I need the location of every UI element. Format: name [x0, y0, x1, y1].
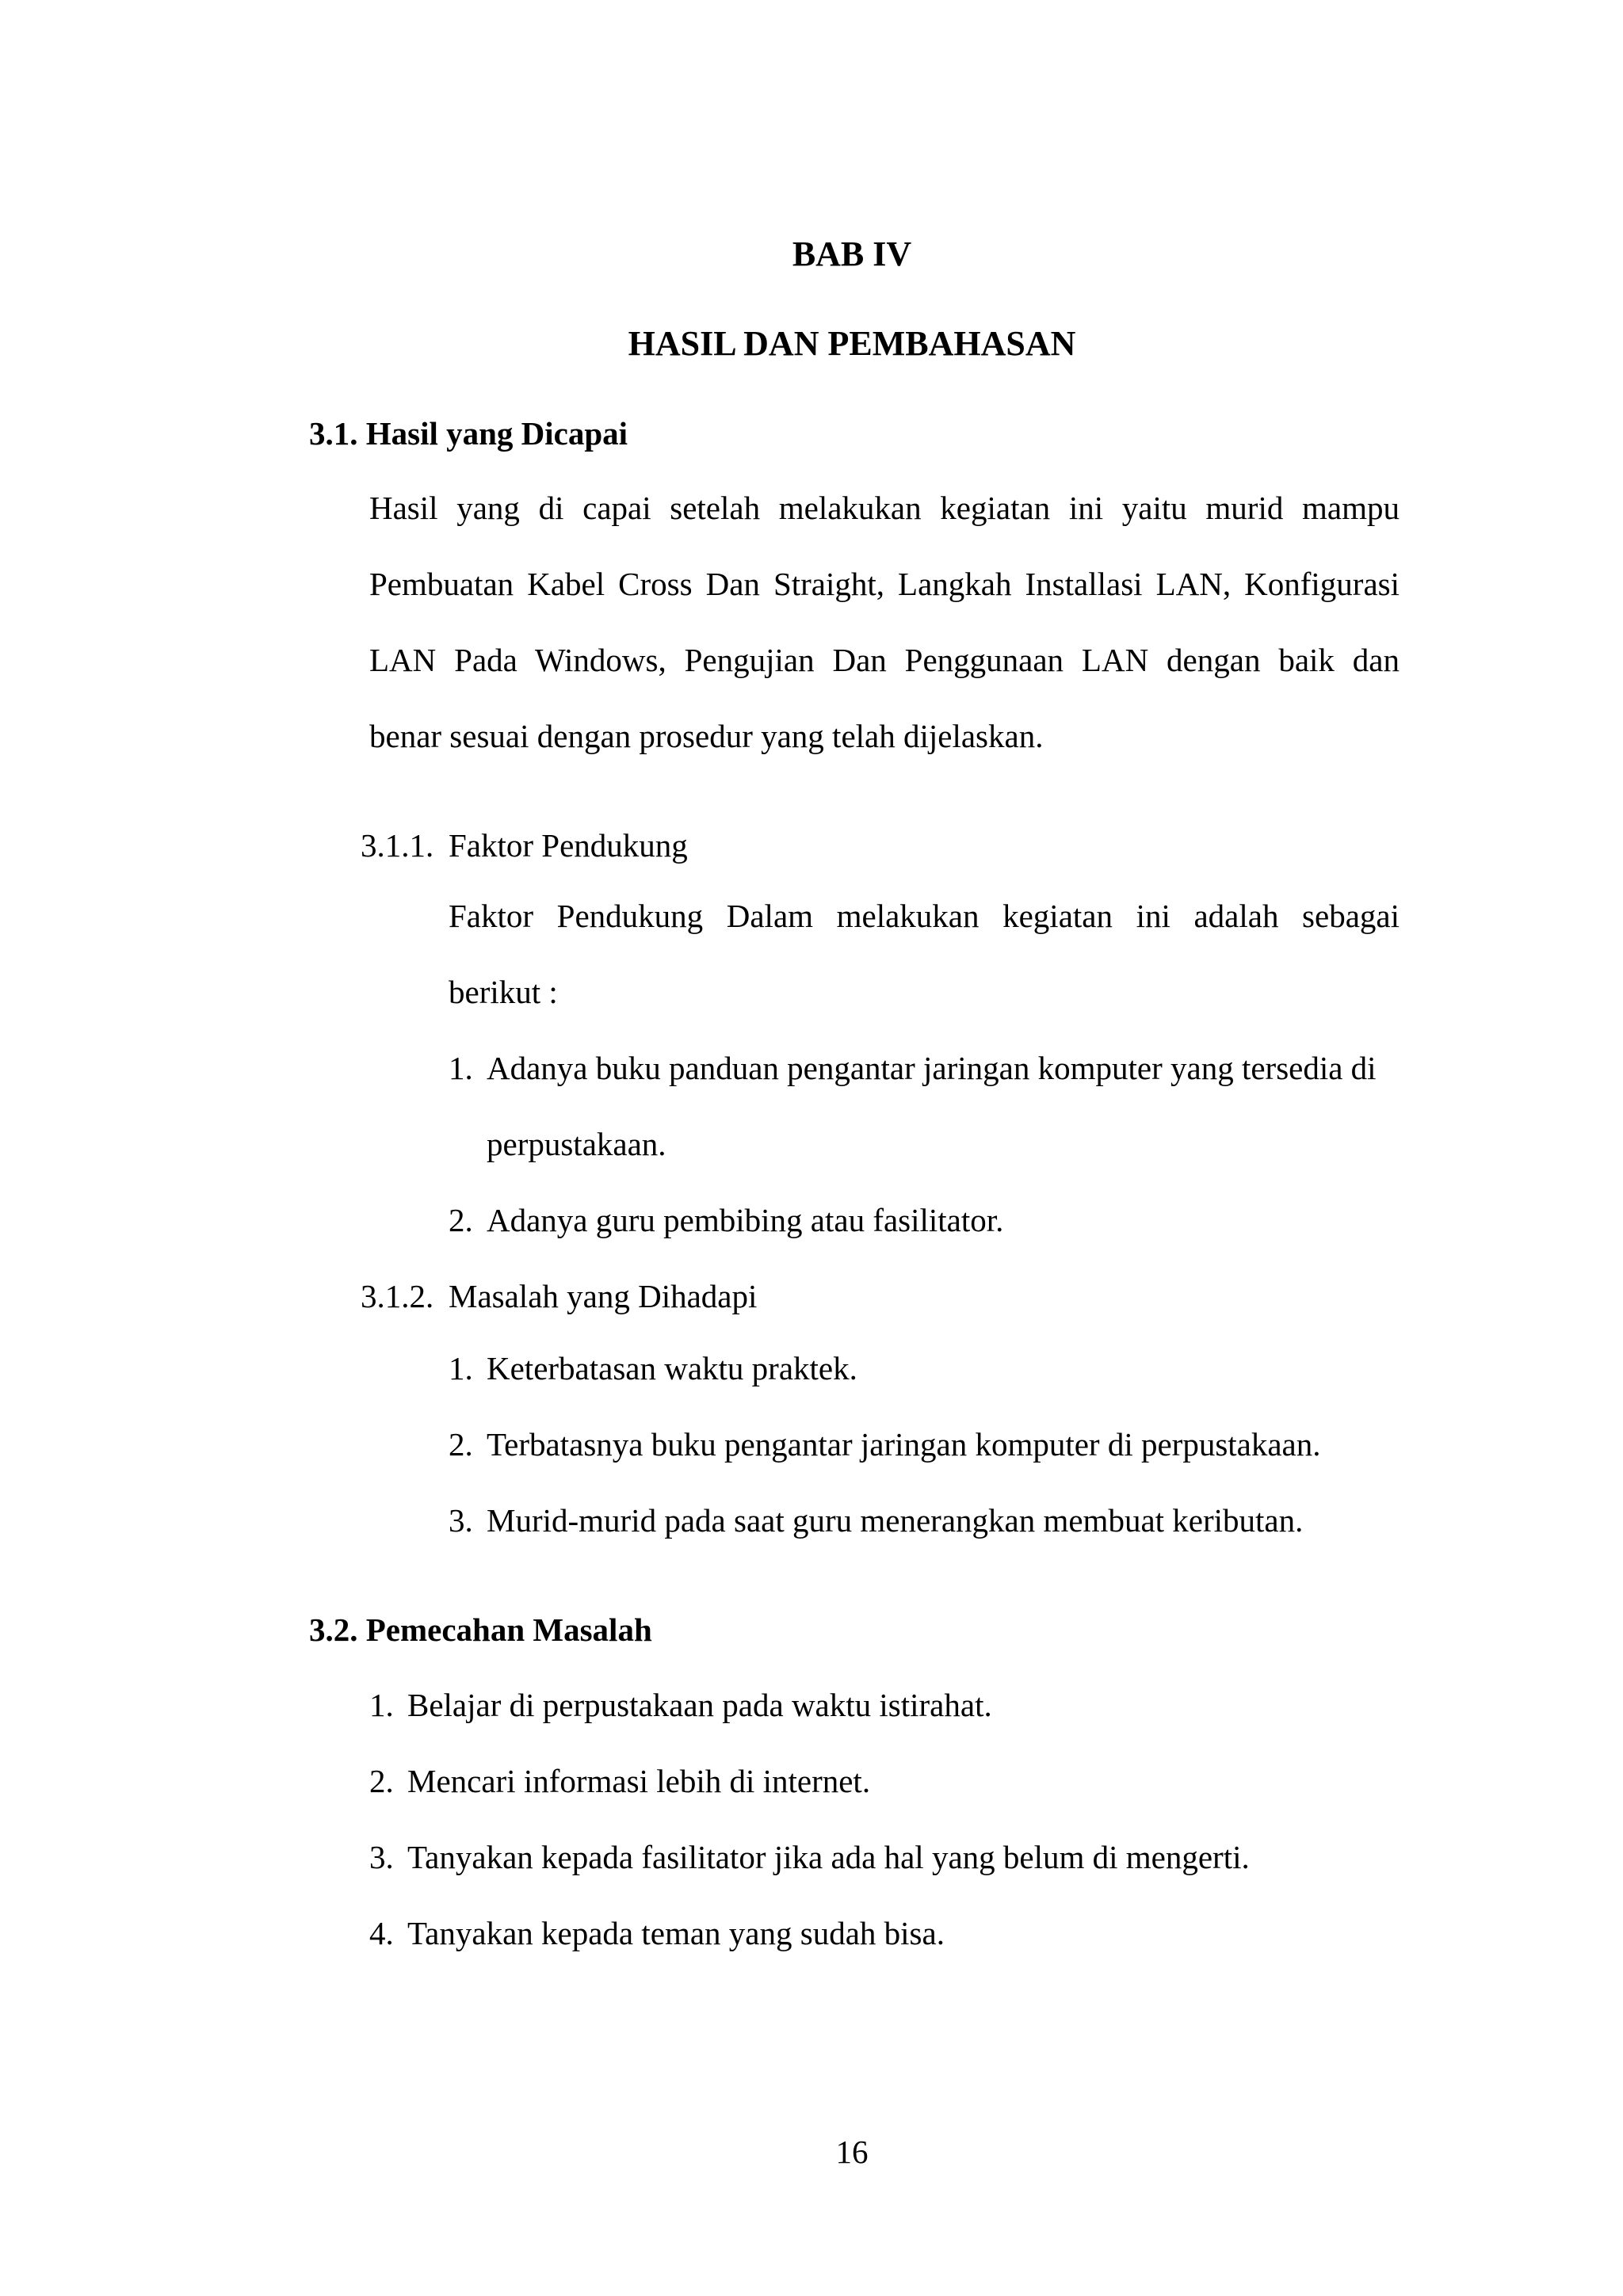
list-item — [449, 1501, 1303, 1539]
list-item-number: 2. — [449, 1202, 473, 1238]
chapter-title: HASIL DAN PEMBAHASAN — [628, 324, 1076, 363]
list-item-number: 4. — [369, 1915, 394, 1951]
list-item-text: Murid-murid pada saat guru menerangkan membuat keributan. — [487, 1502, 1304, 1539]
list-item-text: Tanyakan kepada fasilitator jika ada hal yang belum di mengerti. — [407, 1839, 1250, 1875]
subsection-title-3-1-2: Masalah yang Dihadapi — [449, 1278, 758, 1314]
list-item-continuation: perpustakaan. — [487, 1126, 666, 1162]
list-item — [449, 1049, 1377, 1087]
list-item — [369, 1686, 992, 1724]
intro-line: Faktor Pendukung Dalam melakukan kegiatan ini adalah sebagai — [449, 898, 1400, 934]
page-number: 16 — [835, 2134, 869, 2170]
section-heading-3-2: 3.2. Pemecahan Masalah — [309, 1611, 652, 1648]
list-item-number: 3. — [369, 1839, 394, 1875]
chapter-label: BAB IV — [792, 235, 912, 273]
list-item-text: Adanya guru pembibing atau fasilitator. — [487, 1202, 1004, 1238]
section-heading-3-1: 3.1. Hasil yang Dicapai — [309, 415, 628, 452]
subsection-number-3-1-1: 3.1.1. — [361, 827, 434, 864]
list-item — [369, 1762, 870, 1800]
list-item-number: 2. — [449, 1426, 473, 1463]
list-item-text: Terbatasnya buku pengantar jaringan komputer di perpustakaan. — [487, 1426, 1321, 1463]
list-item — [369, 1914, 945, 1952]
list-item-number: 3. — [449, 1502, 473, 1539]
list-item-number: 2. — [369, 1763, 394, 1799]
subsection-number-3-1-2: 3.1.2. — [361, 1278, 434, 1314]
paragraph-line: Hasil yang di capai setelah melakukan kegiatan ini yaitu murid mampu — [369, 490, 1400, 526]
list-item-number: 1. — [449, 1350, 473, 1386]
intro-line: berikut : — [449, 974, 558, 1010]
list-item — [369, 1838, 1250, 1876]
list-item — [449, 1201, 1003, 1239]
list-item-text: Belajar di perpustakaan pada waktu istirahat. — [407, 1687, 992, 1723]
paragraph-line: LAN Pada Windows, Pengujian Dan Penggunaan LAN dengan baik dan — [369, 642, 1400, 678]
list-item — [449, 1425, 1321, 1463]
list-item-text: Mencari informasi lebih di internet. — [407, 1763, 871, 1799]
list-item-text: Tanyakan kepada teman yang sudah bisa. — [407, 1915, 945, 1951]
list-item-text: Keterbatasan waktu praktek. — [487, 1350, 857, 1386]
paragraph-line: Pembuatan Kabel Cross Dan Straight, Langkah Installasi LAN, Konfigurasi — [369, 566, 1400, 602]
list-item-number: 1. — [449, 1050, 473, 1086]
subsection-title-3-1-1: Faktor Pendukung — [449, 827, 688, 864]
list-item-text: Adanya buku panduan pengantar jaringan komputer yang tersedia di — [487, 1050, 1377, 1086]
list-item-number: 1. — [369, 1687, 394, 1723]
list-item — [449, 1349, 857, 1387]
paragraph-line: benar sesuai dengan prosedur yang telah dijelaskan. — [369, 718, 1044, 754]
